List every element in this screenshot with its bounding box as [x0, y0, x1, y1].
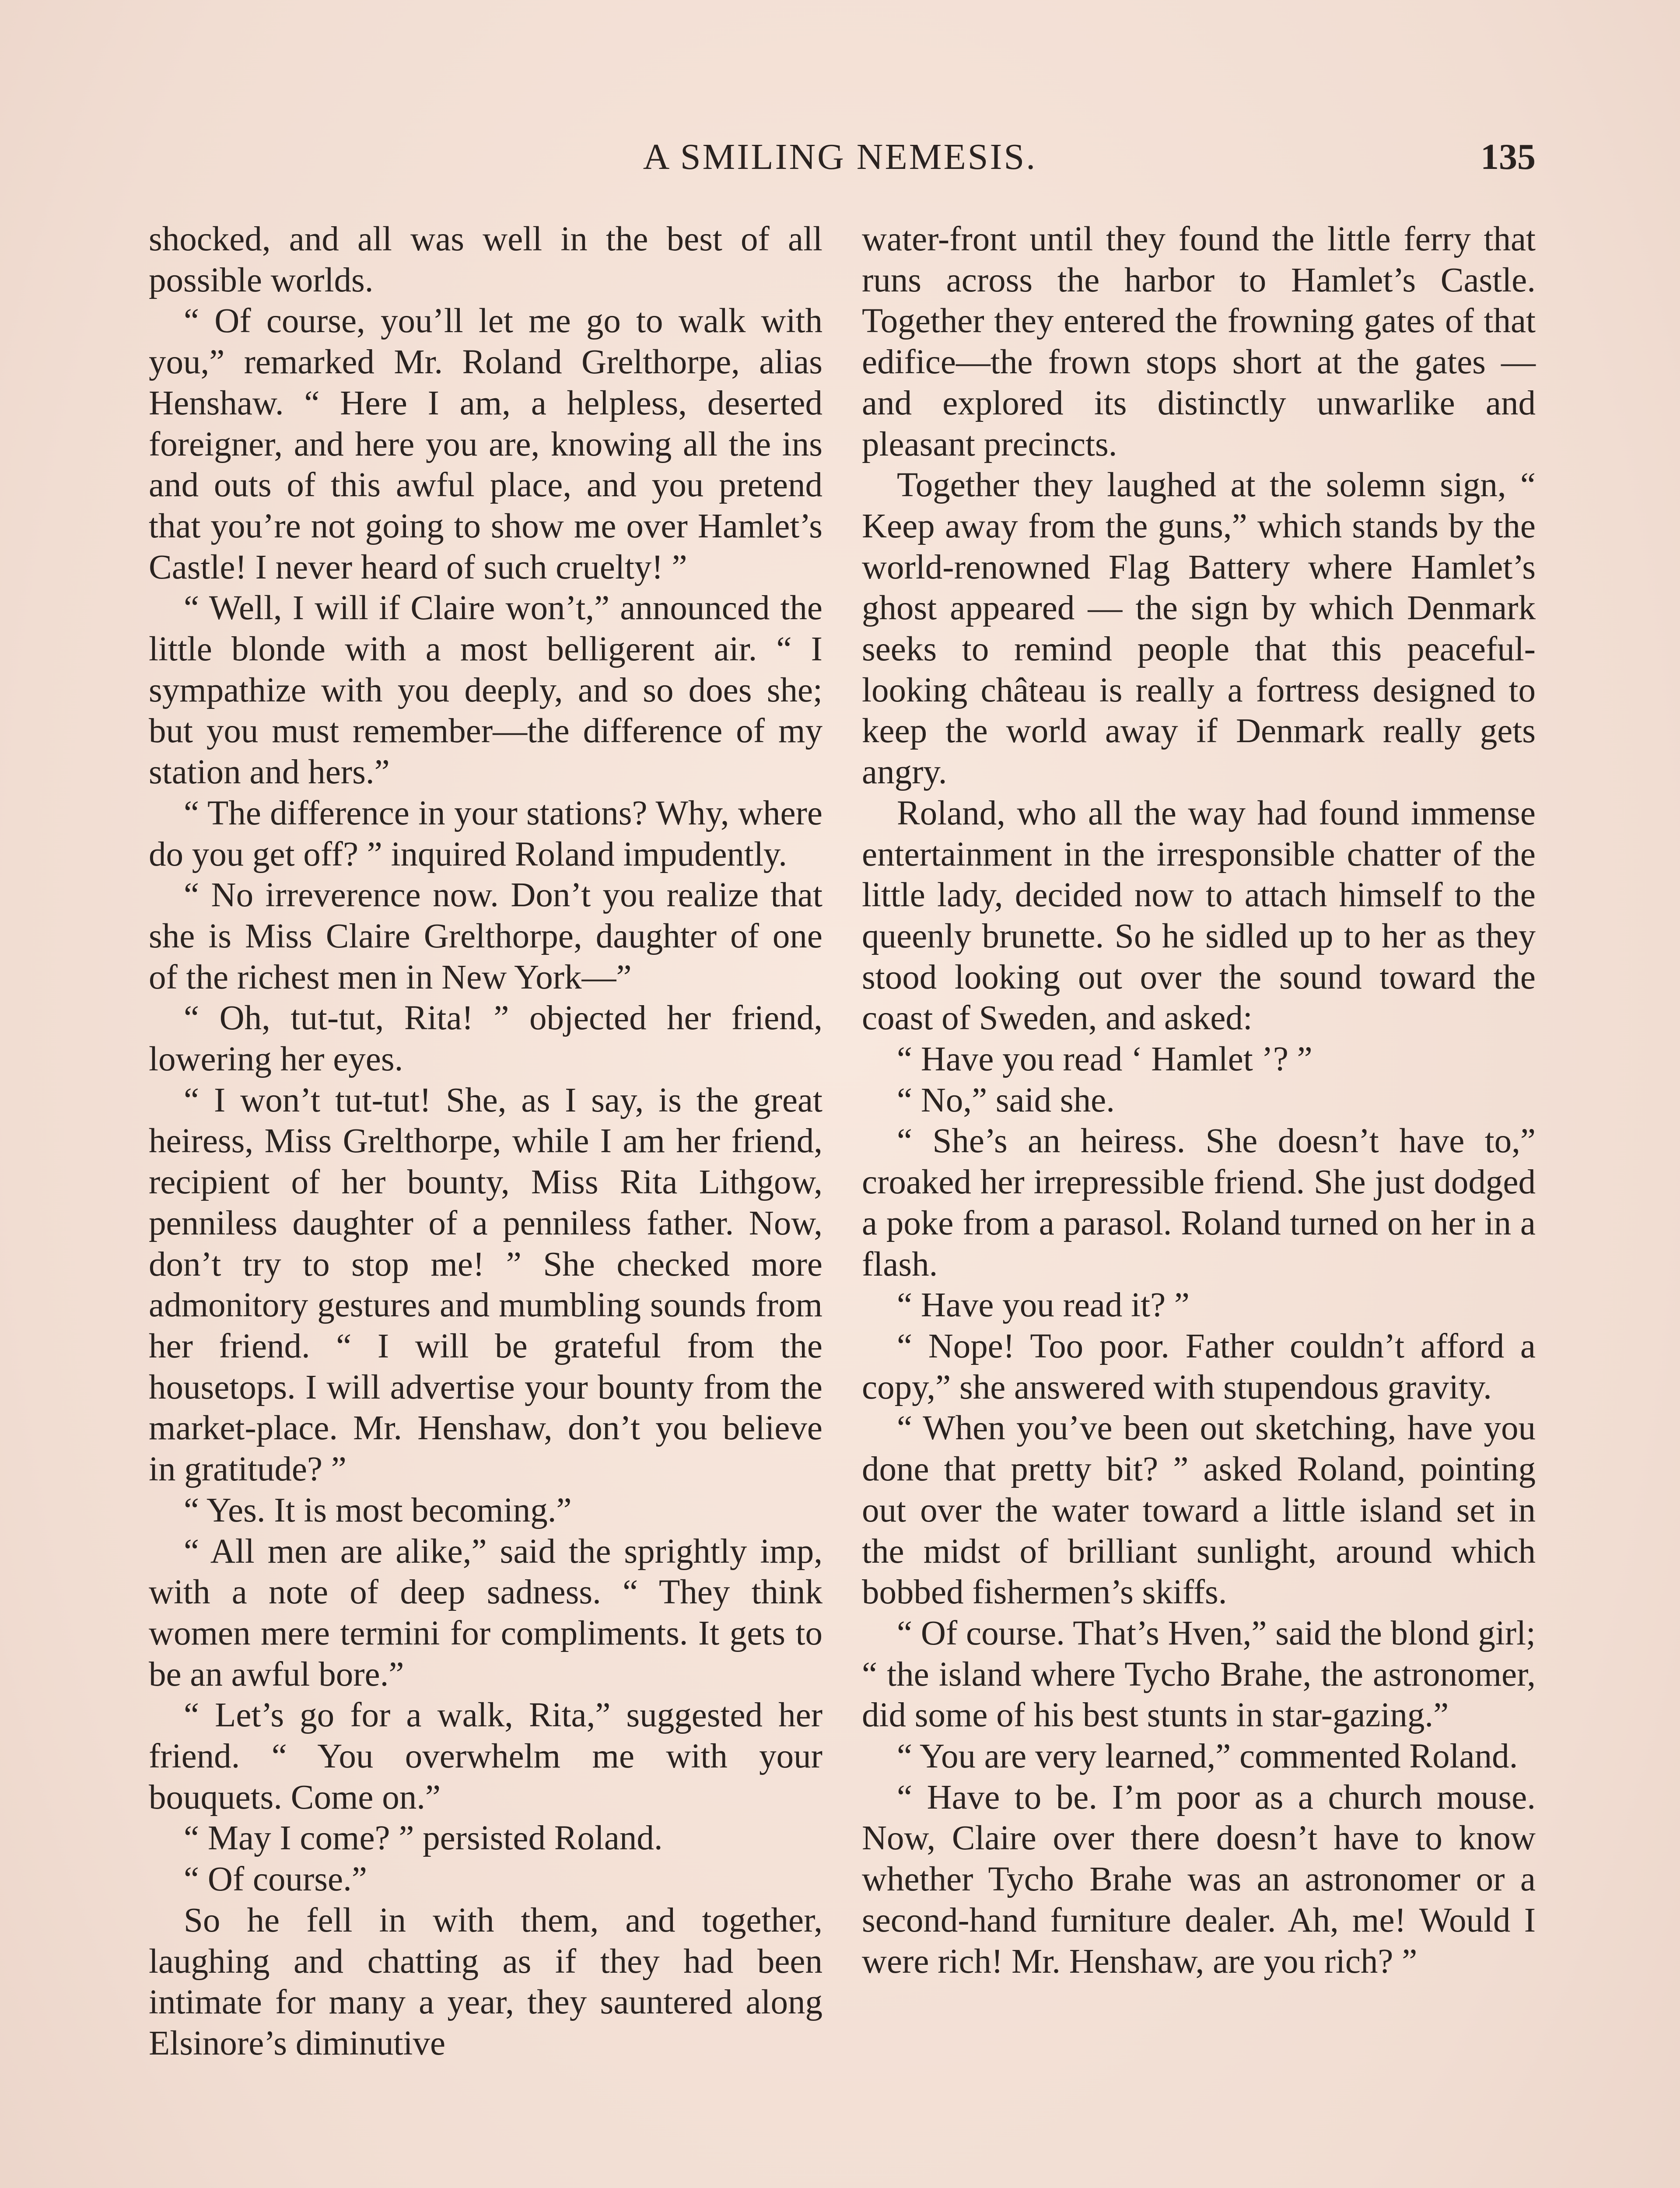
paragraph: “ All men are alike,” said the sprightly imp, with a note of deep sadness. “ They think women mere termini for compliments. It gets to be an awful bore.” [149, 1532, 822, 1694]
paragraph: “ She’s an heiress. She doesn’t have to,” croaked her irrepressible friend. She just dodged a poke from a parasol. Roland turned on her in a flash. [862, 1122, 1536, 1283]
paragraph: “ Oh, tut-tut, Rita! ” objected her friend, lowering her eyes. [149, 999, 822, 1079]
page-header [0, 131, 1680, 193]
paragraph: “ Have you read it? ” [897, 1286, 1190, 1325]
paragraph: “ Yes. It is most becoming.” [184, 1491, 572, 1529]
paragraph: “ When you’ve been out sketching, have you done that pretty bit? ” asked Roland, pointing out over the water toward a little island set in the midst of brilliant sunlight, around which bobbed fishermen’s skiffs. [862, 1409, 1536, 1612]
paragraph: “ Of course.” [184, 1860, 367, 1899]
paragraph: “ No irreverence now. Don’t you realize that she is Miss Claire Grelthorpe, daughter of one of the richest men in New York—” [149, 876, 822, 996]
right-column [862, 219, 1536, 1982]
paragraph: “ Well, I will if Claire won’t,” announced the little blonde with a most belligerent air. “ I sympathize with you deeply, and so does she; but you must remember—the difference of my station and hers.” [149, 589, 822, 792]
paragraph: “ You are very learned,” commented Roland. [897, 1737, 1518, 1776]
page-number: 135 [1480, 137, 1536, 177]
paragraph: “ Of course, you’ll let me go to walk with you,” remarked Mr. Roland Grelthorpe, alias Henshaw. “ Here I am, a helpless, deserted foreigner, and here you are, knowing all the ins and outs of this awful place, and you pretend that you’re not going to show me over Hamlet’s Castle! I never heard of such cruelty! ” [149, 302, 822, 586]
paragraph: “ Let’s go for a walk, Rita,” suggested her friend. “ You overwhelm me with your bouquets. Come on.” [149, 1696, 822, 1816]
paragraph: “ The difference in your stations? Why, where do you get off? ” inquired Roland impudently. [149, 794, 822, 873]
paragraph: So he fell in with them, and together, laughing and chatting as if they had been intimate for many a year, they sauntered along Elsinore’s diminutive [149, 1901, 822, 2062]
paragraph: water-front until they found the little ferry that runs across the harbor to Hamlet’s Castle. Together they entered the frowning gates of that edifice—the frown stops short at the gates —and explored its distinctly unwarlike and pleasant precincts. [862, 220, 1536, 463]
paragraph: “ No,” said she. [897, 1081, 1115, 1119]
paragraph: “ May I come? ” persisted Roland. [184, 1819, 663, 1858]
paragraph: “ Have you read ‘ Hamlet ’? ” [897, 1040, 1312, 1079]
paragraph: “ Nope! Too poor. Father couldn’t afford a copy,” she answered with stupendous gravity. [862, 1327, 1536, 1406]
paragraph: “ I won’t tut-tut! She, as I say, is the great heiress, Miss Grelthorpe, while I am her friend, recipient of her bounty, Miss Rita Lithgow, penniless daughter of a penniless father. Now, don’t try to stop me! ” She checked more admonitory gestures and mumbling sounds from her friend. “ I will be grateful from the housetops. I will advertise your bounty from the market-place. Mr. Henshaw, don’t you believe in gratitude? ” [149, 1081, 822, 1489]
paragraph: Together they laughed at the solemn sign, “ Keep away from the guns,” which stands by the world-renowned Flag Battery where Hamlet’s ghost appeared — the sign by which Denmark seeks to remind people that this peaceful-looking château is really a fortress designed to keep the world away if Denmark really gets angry. [862, 466, 1536, 792]
running-title: A SMILING NEMESIS. [643, 137, 1037, 177]
paragraph: “ Have to be. I’m poor as a church mouse. Now, Claire over there doesn’t have to know whether Tycho Brahe was an astronomer or a second-hand furniture dealer. Ah, me! Would I were rich! Mr. Henshaw, are you rich? ” [862, 1778, 1536, 1981]
paragraph: Roland, who all the way had found immense entertainment in the irresponsible chatter of the little lady, decided now to attach himself to the queenly brunette. So he sidled up to her as they stood looking out over the sound toward the coast of Sweden, and asked: [862, 794, 1536, 1038]
paragraph: shocked, and all was well in the best of all possible worlds. [149, 220, 822, 299]
paragraph: “ Of course. That’s Hven,” said the blond girl; “ the island where Tycho Brahe, the astronomer, did some of his best stunts in star-gazing.” [862, 1614, 1536, 1735]
left-column [149, 219, 822, 2064]
